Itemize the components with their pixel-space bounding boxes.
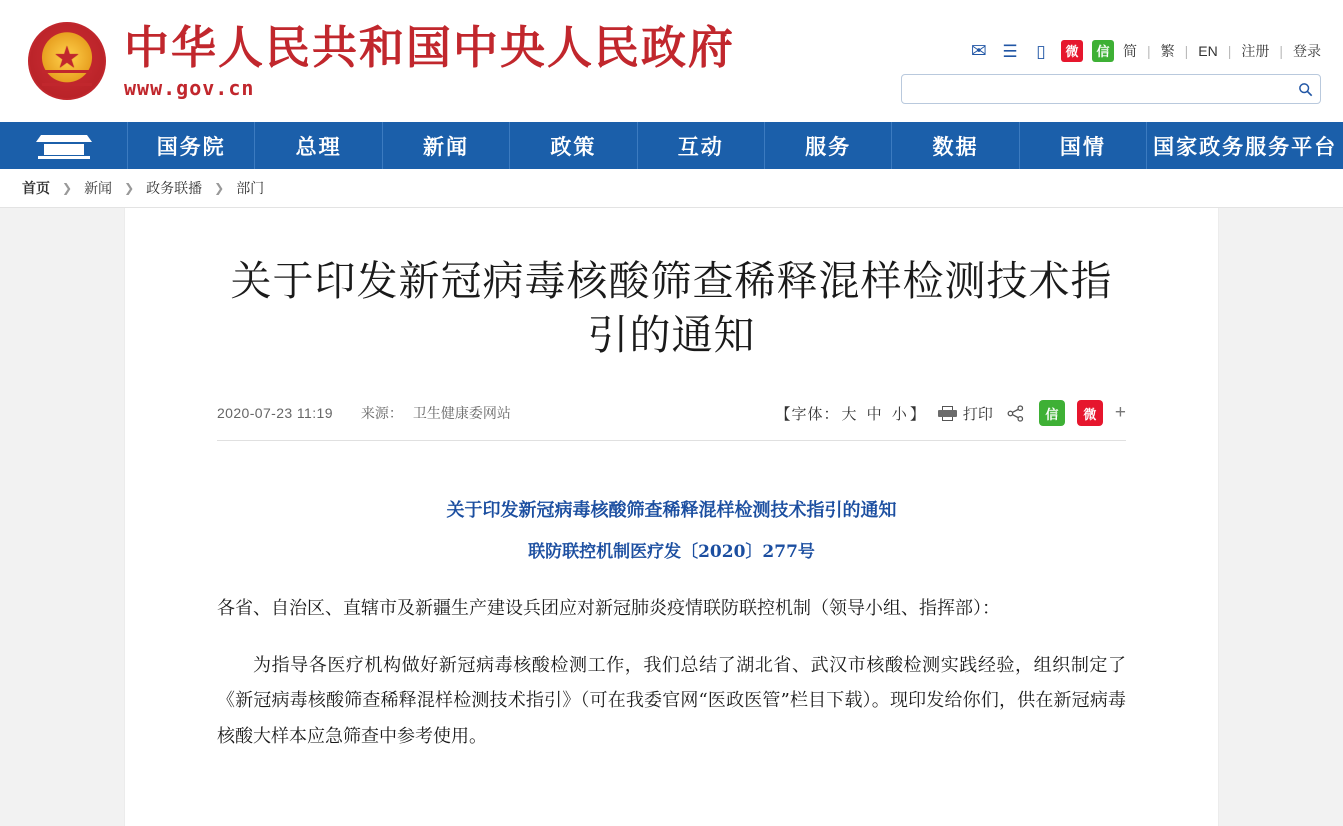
- search-input[interactable]: [902, 76, 1290, 102]
- breadcrumb-item-department[interactable]: 部门: [236, 180, 265, 196]
- article-body: [217, 441, 1126, 753]
- nav-item-policy[interactable]: 政策: [510, 122, 637, 169]
- list-icon[interactable]: ☰: [1002, 41, 1018, 61]
- font-size-large[interactable]: 大: [841, 405, 858, 423]
- nav-item-data[interactable]: 数据: [892, 122, 1019, 169]
- nav-item-interaction[interactable]: 互动: [638, 122, 765, 169]
- mobile-icon[interactable]: ▯: [1036, 41, 1046, 61]
- chevron-right-icon: ❯: [62, 181, 73, 195]
- nav-item-gov-service-platform[interactable]: 国家政务服务平台: [1153, 135, 1338, 159]
- print-button[interactable]: [938, 403, 993, 424]
- breadcrumb-item-news[interactable]: 新闻: [84, 180, 113, 196]
- font-size-label-end: 】: [909, 405, 926, 423]
- header-utility-bar: [901, 38, 1321, 64]
- breadcrumb-item-gov-broadcast[interactable]: 政务联播: [146, 180, 203, 196]
- national-emblem-icon: [28, 22, 106, 100]
- lang-traditional-link[interactable]: 繁: [1160, 43, 1175, 59]
- chevron-right-icon: ❯: [124, 181, 135, 195]
- nav-home-button[interactable]: [0, 122, 128, 169]
- publish-date: 2020-07-23 11:19: [217, 405, 333, 422]
- separator: |: [1184, 43, 1189, 59]
- share-icon[interactable]: [1005, 402, 1027, 424]
- weibo-share-icon[interactable]: 微: [1077, 400, 1103, 426]
- chevron-right-icon: ❯: [214, 181, 225, 195]
- article-paragraph: 为指导各医疗机构做好新冠病毒核酸检测工作，我们总结了湖北省、武汉市核酸检测实践经验，组织制定了《新冠病毒核酸筛查稀释混样检测技术指引》（可在我委官网“医政医管”栏目下载）。现印发给你们，供在新冠病毒核酸大样本应急筛查中参考使用。: [217, 655, 1126, 747]
- nav-item-national-conditions[interactable]: 国情: [1020, 122, 1147, 169]
- login-link[interactable]: 登录: [1293, 43, 1321, 59]
- breadcrumb-item-home[interactable]: 首页: [22, 180, 50, 196]
- source-name[interactable]: 卫生健康委网站: [412, 405, 511, 422]
- separator: |: [1279, 43, 1283, 59]
- article-paragraph: 各省、自治区、直辖市及新疆生产建设兵团应对新冠肺炎疫情联防联控机制（领导小组、指挥部）：: [217, 598, 1000, 620]
- font-size-control: [775, 403, 925, 424]
- article-meta: [217, 400, 1126, 441]
- article-container: [124, 208, 1219, 826]
- nav-item-services[interactable]: 服务: [765, 122, 892, 169]
- mail-icon[interactable]: ✉: [971, 40, 987, 62]
- separator: |: [1227, 43, 1232, 59]
- search-box[interactable]: [901, 74, 1321, 104]
- header-right: [901, 38, 1321, 104]
- more-share-icon[interactable]: +: [1114, 402, 1126, 424]
- article-tools: [775, 400, 1126, 426]
- page-title: 关于印发新冠病毒核酸筛查稀释混样检测技术指引的通知: [230, 257, 1113, 360]
- lang-simplified-link[interactable]: 简: [1122, 43, 1137, 59]
- page-body: [0, 207, 1343, 826]
- wechat-share-icon[interactable]: 信: [1039, 400, 1065, 426]
- font-size-medium[interactable]: 中: [866, 405, 883, 423]
- nav-item-news[interactable]: 新闻: [383, 122, 510, 169]
- font-size-label: 【字体：: [775, 405, 840, 423]
- site-header: [0, 0, 1343, 122]
- nav-item-premier[interactable]: 总理: [255, 122, 382, 169]
- weibo-icon[interactable]: 微: [1061, 40, 1083, 62]
- breadcrumb: [0, 169, 1343, 207]
- font-size-small[interactable]: 小: [891, 405, 908, 423]
- print-label: 打印: [962, 405, 993, 423]
- document-heading: 关于印发新冠病毒核酸筛查稀释混样检测技术指引的通知: [446, 500, 897, 522]
- main-nav: [0, 122, 1343, 169]
- printer-icon: [938, 406, 957, 421]
- gate-icon: [36, 133, 92, 159]
- lang-english-link[interactable]: EN: [1198, 43, 1218, 59]
- site-domain: www.gov.cn: [124, 75, 255, 100]
- source-label: 来源：: [360, 405, 403, 422]
- site-title: 中华人民共和国中央人民政府: [124, 21, 736, 75]
- site-logo[interactable]: [28, 22, 735, 100]
- wechat-icon[interactable]: 信: [1092, 40, 1114, 62]
- separator: |: [1146, 43, 1151, 59]
- register-link[interactable]: 注册: [1241, 43, 1270, 59]
- search-icon[interactable]: [1290, 75, 1320, 103]
- document-number: 联防联控机制医疗发〔2020〕277号: [528, 542, 815, 563]
- nav-item-state-council[interactable]: 国务院: [128, 122, 255, 169]
